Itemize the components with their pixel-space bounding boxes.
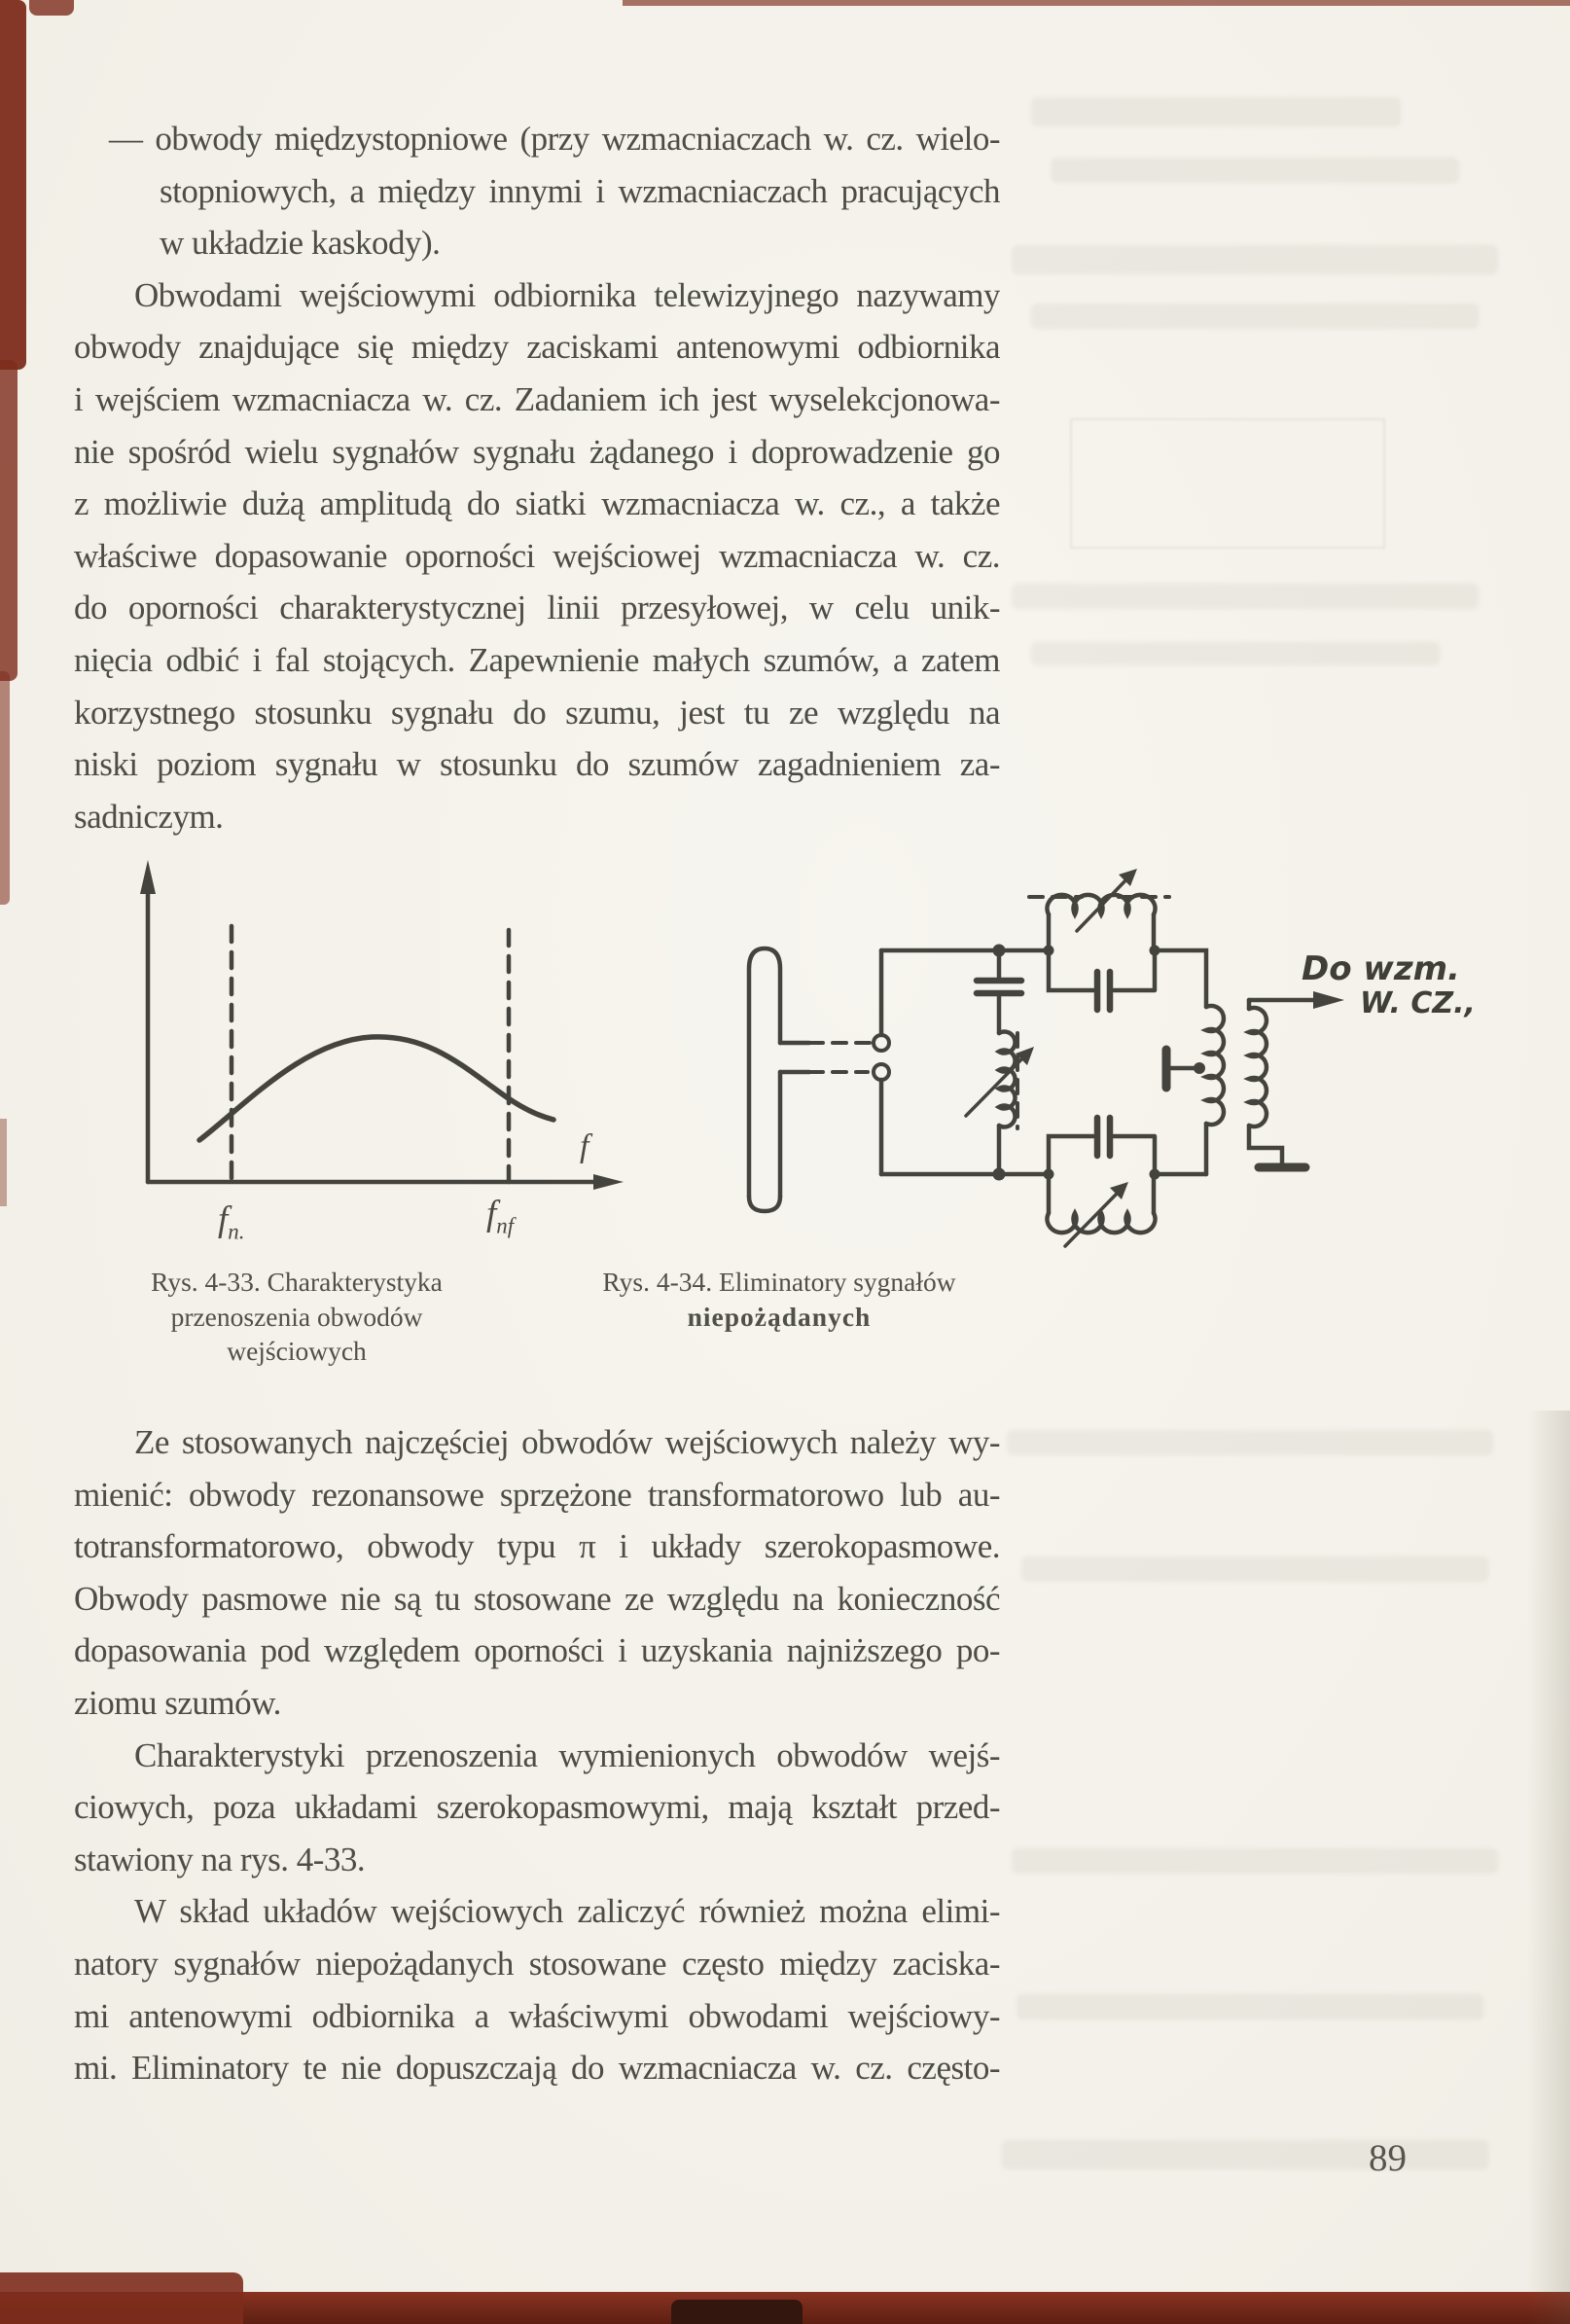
bleed-through-ghost [1031,642,1440,665]
bleed-through-ghost [1007,1430,1493,1455]
figure-4-33-chart [78,844,642,1265]
text-line: mienić: obwody rezonansowe sprzężone transformatorowo lub au- [74,1475,1000,1514]
figure-4-33-caption: Rys. 4-33. Charakterystyka przenoszenia obwodów wejściowych [151,1267,443,1366]
antenna-terminal-top [874,1035,889,1051]
fnf-marker-label: $f_{nf}$ [486,1194,515,1238]
bleed-through-ghost [1051,158,1459,183]
x-axis-label: f [580,1128,589,1164]
variable-arrow-icon [1077,876,1129,931]
text-line: — obwody międzystopniowe (przy wzmacniaczach w. cz. wielo- [109,120,1000,158]
trap-variable-inductor-icon [1048,1213,1156,1233]
text-line: Charakterystyki przenoszenia wymienionych obwodów wejś- [134,1735,1000,1774]
fn-marker-label: $f_{n.}$ [218,1199,245,1244]
text-line: ciowych, poza układami szerokopasmowymi, mają kształt przed- [74,1788,1000,1827]
figure-4-34-circuit [720,844,1362,1265]
text-line: Obwodami wejściowymi odbiornika telewizyjnego nazywamy [134,275,1000,314]
bleed-through-ghost [1012,245,1498,274]
text-line: stopniowych, a między innymi i wzmacniaczach pracujących [160,171,1000,210]
text-line: sadniczym. [74,797,224,836]
text-line: Obwody pasmowe nie są tu stosowane ze względu na konieczność [74,1579,1000,1618]
parallel-lc-trap-bottom [1044,1118,1160,1246]
text-line: obwody znajdujące się między zaciskami antenowymi odbiornika [74,328,1000,367]
page-number: 89 [1369,2137,1407,2179]
antenna-terminal-bottom [874,1064,889,1080]
left-edge-red-strip [0,671,10,905]
y-axis [140,860,156,1182]
output-label-line1: Do wzm. [1302,949,1460,988]
bottom-left-red-corner [0,2272,243,2324]
left-edge-red-strip [0,0,26,370]
output-label-line2: W. CZ., [1360,986,1476,1020]
bleed-through-ghost [1012,1848,1498,1874]
response-curve [199,1037,553,1140]
primary-coil-icon [1206,1006,1224,1125]
series-tuned-branch [966,950,1034,1174]
text-line: dopasowania pod względem oporności i uzyskania najniższego po- [74,1631,1000,1670]
text-line: i wejściem wzmacniacza w. cz. Zadaniem ich jest wyselekcjonowa- [74,379,1000,418]
text-line: Ze stosowanych najczęściej obwodów wejściowych należy wy- [134,1423,1000,1461]
folded-dipole-antenna [749,948,809,1211]
secondary-coil-icon [1249,1008,1267,1126]
output-arrow-icon [1313,991,1344,1009]
output-arrow [1249,991,1344,1009]
upper-text-block [74,113,1000,842]
bleed-through-ghost [1021,1556,1488,1582]
coupling-transformer [1166,1000,1305,1174]
x-axis [148,1174,624,1190]
bleed-through-ghost [1002,2140,1488,2169]
bus-wires [881,945,1206,1181]
antenna-feeder-terminals [809,950,889,1174]
text-line: ziomu szumów. [74,1683,281,1722]
parallel-lc-trap-top [1029,869,1169,1010]
top-edge-red-line [623,0,1570,6]
text-line: w układzie kaskody). [160,224,441,263]
text-line: totransformatorowo, obwody typu π i układy szerokopasmowe. [74,1527,1000,1566]
bleed-through-table-ghost [1070,418,1385,549]
right-edge-shading [1527,1411,1570,2324]
bleed-through-ghost [1017,1994,1483,2020]
text-line: stawiony na rys. 4-33. [74,1840,366,1878]
top-left-red-mark [29,0,74,16]
figure-4-34-caption: Rys. 4-34. Eliminatory sygnałów niepożądanych [602,1267,956,1332]
text-line: nie spośród wielu sygnałów sygnału żądanego i doprowadzenie go [74,432,1000,471]
text-line: właściwe dopasowanie oporności wejściowej wzmacniacza w. cz. [74,536,1000,575]
text-line: nięcia odbić i fal stojących. Zapewnienie małych szumów, a zatem [74,640,1000,679]
left-edge-red-mark [0,1119,7,1206]
text-line: z możliwie dużą amplitudą do siatki wzmacniacza w. cz., a także [74,484,1000,523]
x-axis-arrow-icon [593,1174,624,1190]
text-line: korzystnego stosunku sygnału do szumu, jest tu ze względu na [74,693,1000,732]
text-line: mi antenowymi odbiornika a właściwymi obwodami wejściowy- [74,1996,1000,2035]
bleed-through-ghost [1012,584,1479,609]
text-line: mi. Eliminatory te nie dopuszczają do wzmacniacza w. cz. często- [74,2049,1000,2088]
text-line: do oporności charakterystycznej linii przesyłowej, w celu unik- [74,589,1000,627]
text-line: niski poziom sygnału w stosunku do szumów zagadnieniem za- [74,745,1000,784]
bottom-smudge [671,2300,803,2324]
left-edge-red-strip [0,360,18,681]
bleed-through-ghost [1031,304,1479,329]
lower-text-block [74,1416,1000,2094]
text-line: W skład układów wejściowych zaliczyć również można elimi- [134,1892,1000,1931]
y-axis-arrow-icon [140,860,156,894]
text-line: natory sygnałów niepożądanych stosowane często między zaciska- [74,1944,1000,1983]
bleed-through-ghost [1031,97,1401,126]
